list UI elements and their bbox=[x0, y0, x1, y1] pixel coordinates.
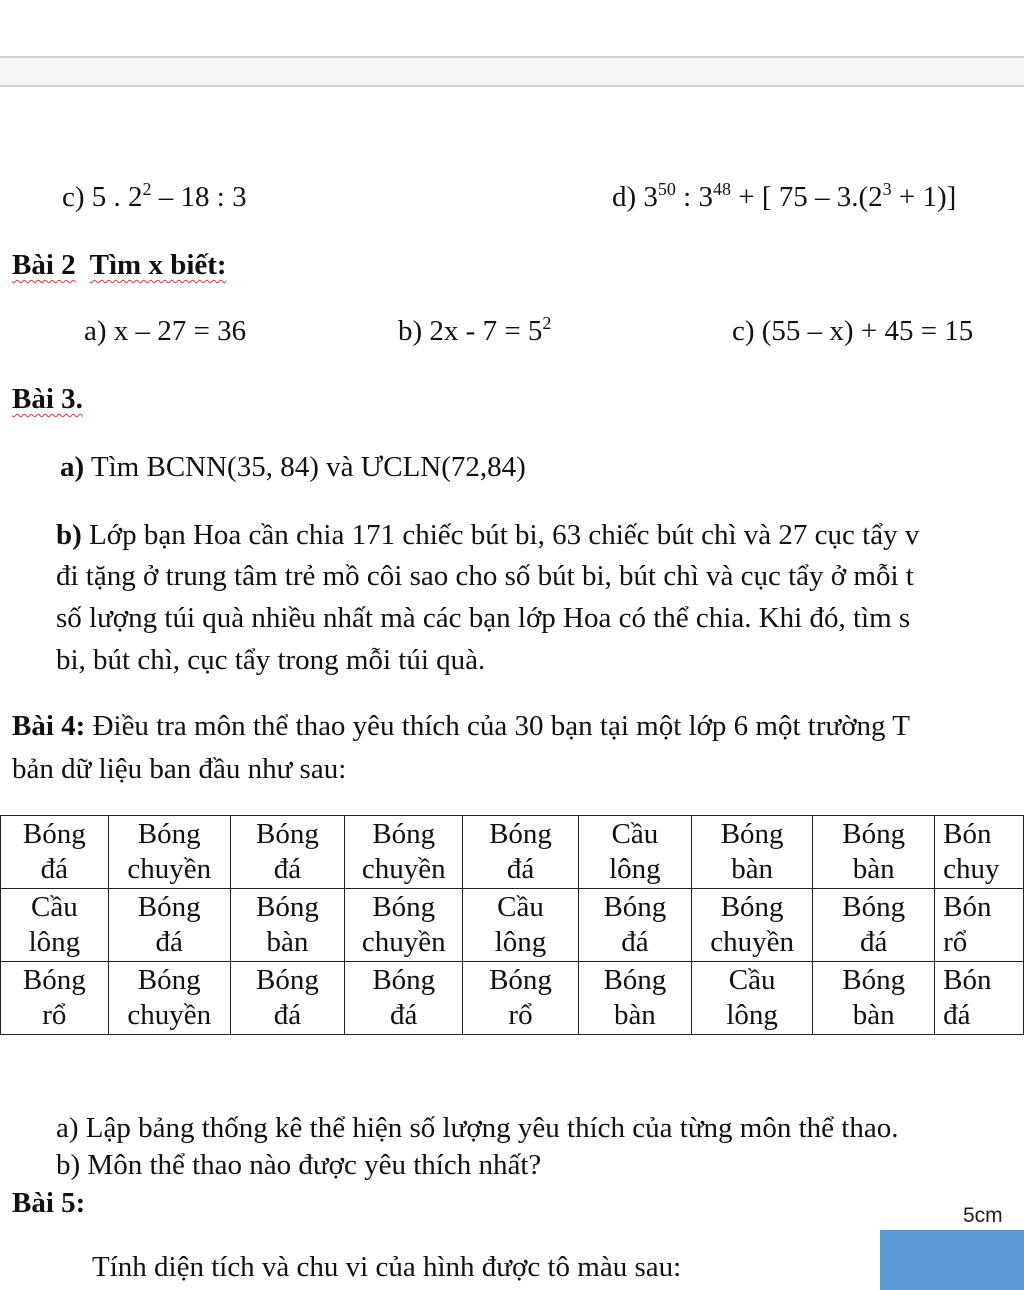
bai1-c-label: c) bbox=[62, 181, 85, 213]
bai4-question-b: b) Môn thể thao nào được yêu thích nhất? bbox=[56, 1149, 542, 1181]
bai3-a: a) Tìm BCNN(35, 84) và ƯCLN(72,84) bbox=[60, 451, 526, 483]
table-cell: Bóng bàn bbox=[578, 962, 691, 1035]
table-cell: Bóng chuyền bbox=[345, 816, 463, 889]
table-cell: Cầu lông bbox=[463, 889, 578, 962]
table-cell: Cầu lông bbox=[692, 962, 813, 1035]
bai4-question-a: a) Lập bảng thống kê thể hiện số lượng yêu thích của từng môn thể thao. bbox=[56, 1112, 899, 1144]
table-cell: Bóng đá bbox=[1, 816, 109, 889]
bai1-d-label: d) bbox=[612, 181, 637, 213]
table-cell: Bóng rổ bbox=[463, 962, 578, 1035]
table-cell: Bóng đá bbox=[108, 889, 230, 962]
bai1-c: c) 5 . $2^2 - 18$ : 3 bbox=[62, 179, 247, 213]
table-cell: Bóng bàn bbox=[813, 816, 935, 889]
table-cell: Bóng đá bbox=[578, 889, 691, 962]
table-cell: Bón rổ bbox=[935, 889, 1024, 962]
table-cell: Bóng đá bbox=[230, 962, 344, 1035]
table-cell: Bón chuy bbox=[935, 816, 1024, 889]
figure-dimension-label: 5cm bbox=[963, 1204, 1003, 1227]
bai3-b-line3: số lượng túi quà nhiều nhất mà các bạn lớp Hoa có thể chia. Khi đó, tìm s bbox=[56, 602, 911, 634]
bai2-heading: Bài 2 Tìm x biết: bbox=[12, 249, 227, 281]
table-row bbox=[1, 816, 1024, 889]
bai3-b-line2: đi tặng ở trung tâm trẻ mồ côi sao cho số bút bi, bút chì và cục tẩy ở mỗi t bbox=[56, 560, 914, 592]
bai2-a: a) x – 27 = 36 bbox=[84, 315, 247, 347]
bai5-heading: Bài 5: bbox=[12, 1187, 86, 1219]
bai5-text: Tính diện tích và chu vi của hình được tô màu sau: bbox=[92, 1251, 682, 1283]
sports-data-table bbox=[0, 815, 1024, 1035]
table-cell: Bóng đá bbox=[345, 962, 463, 1035]
shaded-figure bbox=[880, 1230, 1024, 1290]
table-row bbox=[1, 889, 1024, 962]
table-cell: Bóng đá bbox=[813, 889, 935, 962]
table-cell: Bóng đá bbox=[230, 816, 344, 889]
table-cell: Bóng bàn bbox=[692, 816, 813, 889]
table-cell: Bóng bàn bbox=[813, 962, 935, 1035]
table-cell: Bóng chuyền bbox=[108, 816, 230, 889]
table-cell: Bóng chuyền bbox=[345, 889, 463, 962]
table-cell: Cầu lông bbox=[578, 816, 691, 889]
table-cell: Bóng đá bbox=[463, 816, 578, 889]
bai2-c: c) (55 – x) + 45 = 15 bbox=[732, 315, 974, 347]
table-cell: Bón đá bbox=[935, 962, 1024, 1035]
table-cell: Bóng chuyền bbox=[108, 962, 230, 1035]
table-row bbox=[1, 962, 1024, 1035]
bai4-line2: bản dữ liệu ban đầu như sau: bbox=[12, 753, 347, 785]
bai3-b-line4: bi, bút chì, cục tẩy trong mỗi túi quà. bbox=[56, 644, 486, 676]
document-header-band bbox=[0, 56, 1024, 87]
sports-table-viewport bbox=[0, 810, 1024, 1080]
table-cell: Bóng rổ bbox=[1, 962, 109, 1035]
bai3-b-line1: b) Lớp bạn Hoa cần chia 171 chiếc bút bi, 63 chiếc bút chì và 27 cục tẩy v bbox=[56, 519, 920, 551]
bai1-d: d) $3^{50}$ : $3^{48}$ + [ $75 - 3.(2^3 + 1)$] bbox=[612, 179, 957, 213]
bai3-heading: Bài 3. bbox=[12, 383, 83, 415]
bai2-b: b) $2x - 7 = 5^2$ bbox=[398, 313, 552, 347]
table-cell: Cầu lông bbox=[1, 889, 109, 962]
table-cell: Bóng chuyền bbox=[692, 889, 813, 962]
table-cell: Bóng bàn bbox=[230, 889, 344, 962]
bai4-line1: Bài 4: Điều tra môn thể thao yêu thích của 30 bạn tại một lớp 6 một trường T bbox=[12, 710, 910, 742]
